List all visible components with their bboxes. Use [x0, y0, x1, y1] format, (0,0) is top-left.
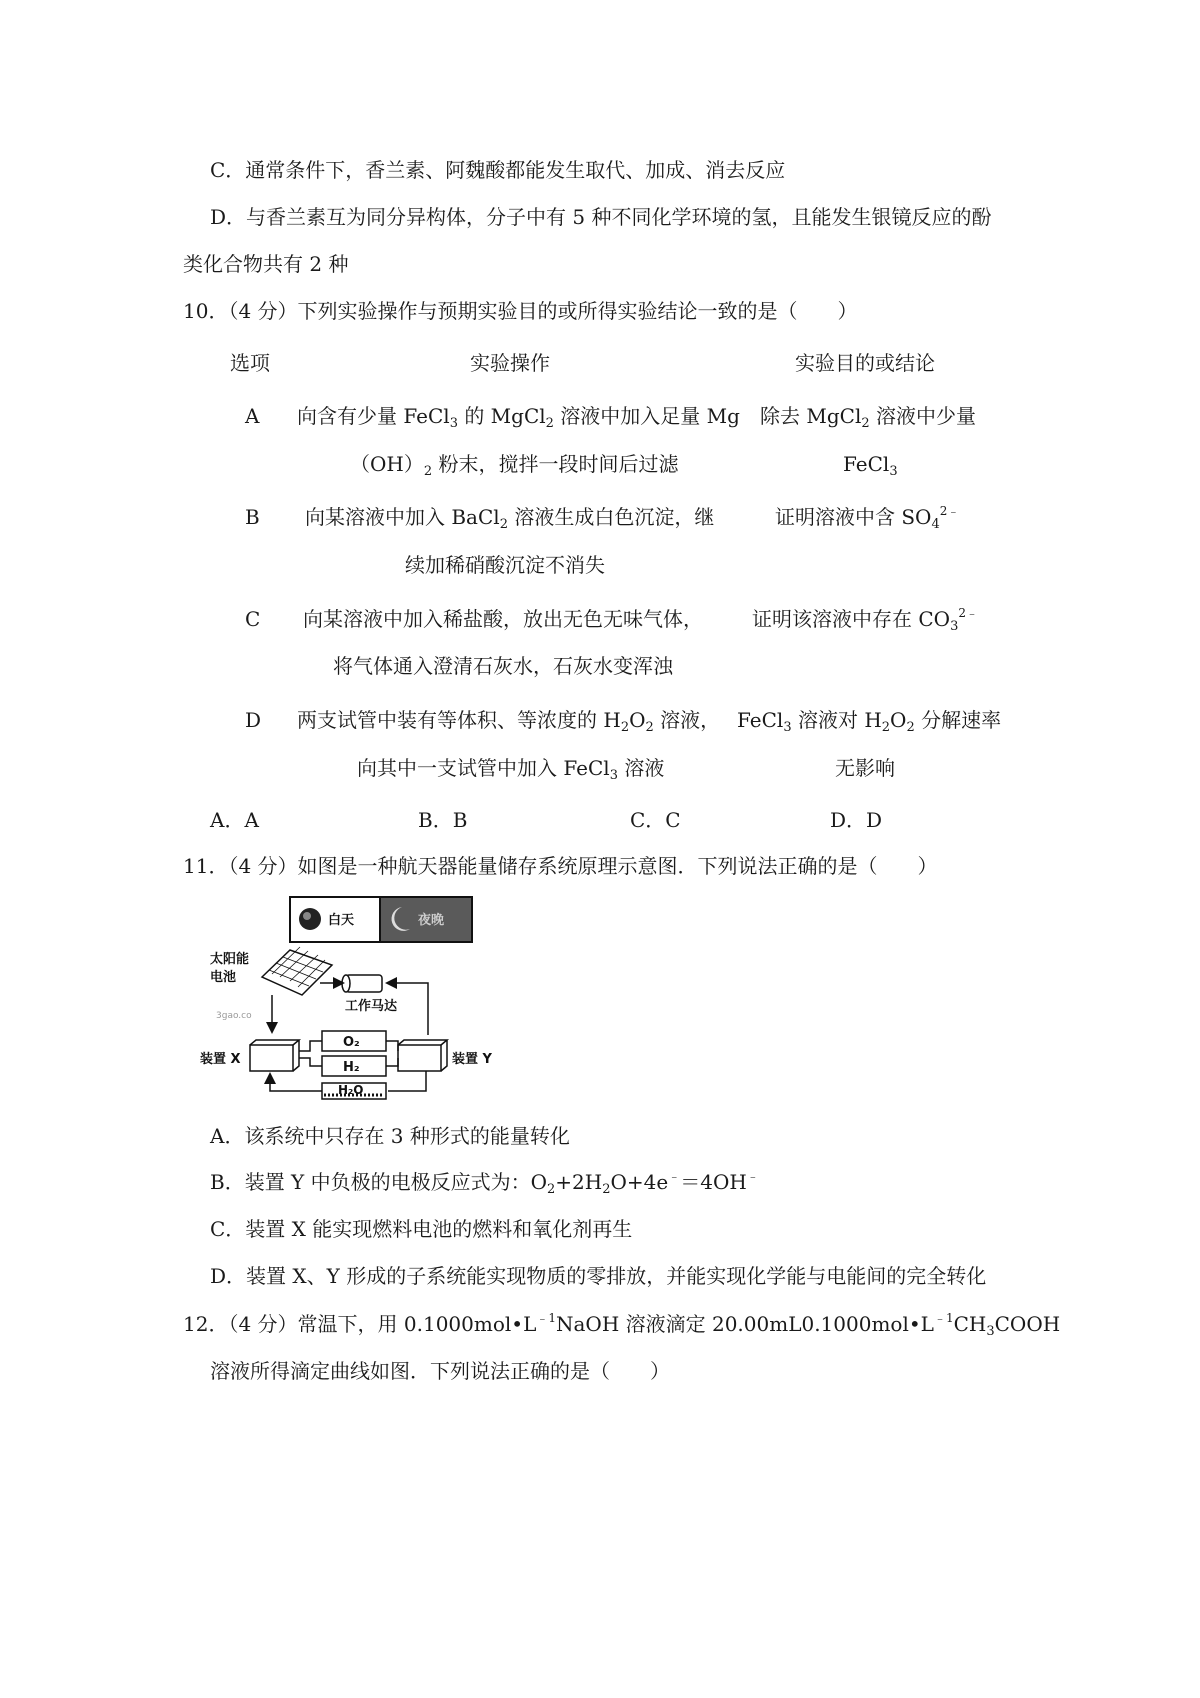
q10-row-b-operation-line1: 向某溶液中加入 BaCl$_2$ 溶液生成白色沉淀，继: [305, 505, 715, 532]
day-label: 白天: [328, 913, 355, 928]
q11-option-d[interactable]: D．装置 X、Y 形成的子系统能实现物质的零排放，并能实现化学能与电能间的完全转化: [210, 1264, 987, 1288]
q10-row-a-operation-line1: 向含有少量 FeCl$_3$ 的 MgCl$_2$ 溶液中加入足量 Mg: [297, 404, 740, 431]
q11-option-a[interactable]: A．该系统中只存在 3 种形式的能量转化: [210, 1124, 570, 1148]
q10-choice-b[interactable]: B．B: [418, 808, 468, 832]
motor-icon: [346, 975, 382, 992]
q10-row-a-operation-line2: $(OH)_2$ 粉末，搅拌一段时间后过滤: [350, 452, 679, 479]
q9-option-c: C．通常条件下，香兰素、阿魏酸都能发生取代、加成、消去反应: [210, 158, 786, 182]
device-x-label: 装置 X: [200, 1052, 241, 1067]
watermark: 3gao.co: [216, 1011, 252, 1021]
device-y-label: 装置 Y: [452, 1052, 492, 1067]
q9-option-d-line1: D．与香兰素互为同分异构体，分子中有 5 种不同化学环境的氢，且能发生银镜反应的酚: [210, 205, 992, 229]
solar-label-line2: 电池: [210, 970, 237, 985]
q10-choice-d[interactable]: D．D: [830, 808, 883, 832]
sun-icon: [299, 908, 321, 930]
q11-option-b[interactable]: B．装置 Y 中负极的电极反应式为：$O_2+2H_2O+4e^﹣=4OH^﹣$: [210, 1169, 759, 1197]
o2-label: O₂: [343, 1035, 360, 1050]
q10-row-d-operation-line2: 向其中一支试管中加入 FeCl$_3$ 溶液: [357, 756, 665, 783]
q10-row-c-operation-line2: 将气体通入澄清石灰水，石灰水变浑浊: [333, 654, 673, 678]
q10-row-b-goal: 证明溶液中含 $SO_4^{2﹣}$: [775, 504, 960, 532]
solar-panel-icon: [262, 950, 332, 995]
q9-option-d-line2: 类化合物共有 2 种: [183, 252, 349, 276]
q10-stem: 10．（4 分）下列实验操作与预期实验目的或所得实验结论一致的是（ ）: [183, 299, 858, 323]
q10-row-d-label: D: [245, 708, 262, 732]
q10-row-c-goal: 证明该溶液中存在 $CO_3^{2﹣}$: [752, 606, 978, 634]
q10-row-a-goal-line2: FeCl$_3$: [843, 452, 898, 479]
q10-row-d-operation-line1: 两支试管中装有等体积、等浓度的 $H_2O_2$ 溶液，: [297, 708, 721, 735]
q11-option-c[interactable]: C．装置 X 能实现燃料电池的燃料和氧化剂再生: [210, 1217, 633, 1241]
q10-row-a-label: A: [245, 404, 260, 428]
q12-stem-line1: 12．（4 分）常温下，用 $0.1000mol•L^{﹣1}NaOH$ 溶液滴定 $20.00mL0.1000mol•L^{﹣1}CH_3COOH$: [183, 1311, 1061, 1339]
energy-storage-diagram: [200, 895, 540, 1100]
q11-stem: 11．（4 分）如图是一种航天器能量储存系统原理示意图．下列说法正确的是（ ）: [183, 854, 938, 878]
night-label: 夜晚: [418, 913, 445, 928]
q10-choice-c[interactable]: C．C: [630, 808, 681, 832]
q10-row-c-operation-line1: 向某溶液中加入稀盐酸，放出无色无味气体，: [303, 607, 703, 631]
h2-label: H₂: [343, 1060, 360, 1075]
q10-header-goal: 实验目的或结论: [795, 351, 935, 375]
q10-row-a-goal-line1: 除去 MgCl$_2$ 溶液中少量: [760, 404, 976, 431]
q10-row-b-label: B: [245, 505, 260, 529]
q10-row-d-goal-line2: 无影响: [835, 756, 895, 780]
solar-label-line1: 太阳能: [210, 952, 250, 967]
q10-row-c-label: C: [245, 607, 261, 631]
device-y: [398, 1045, 441, 1071]
motor-label: 工作马达: [345, 999, 398, 1014]
water-label: H₂O: [338, 1083, 364, 1097]
q10-header-operation: 实验操作: [470, 351, 550, 375]
q10-header-option: 选项: [230, 351, 270, 375]
device-x: [250, 1045, 293, 1071]
q10-row-b-operation-line2: 续加稀硝酸沉淀不消失: [405, 553, 605, 577]
q12-stem-line2: 溶液所得滴定曲线如图．下列说法正确的是（ ）: [210, 1359, 670, 1383]
q10-choice-a[interactable]: A．A: [210, 808, 259, 832]
q10-row-d-goal-line1: FeCl$_3$ 溶液对 $H_2O_2$ 分解速率: [737, 708, 1002, 735]
